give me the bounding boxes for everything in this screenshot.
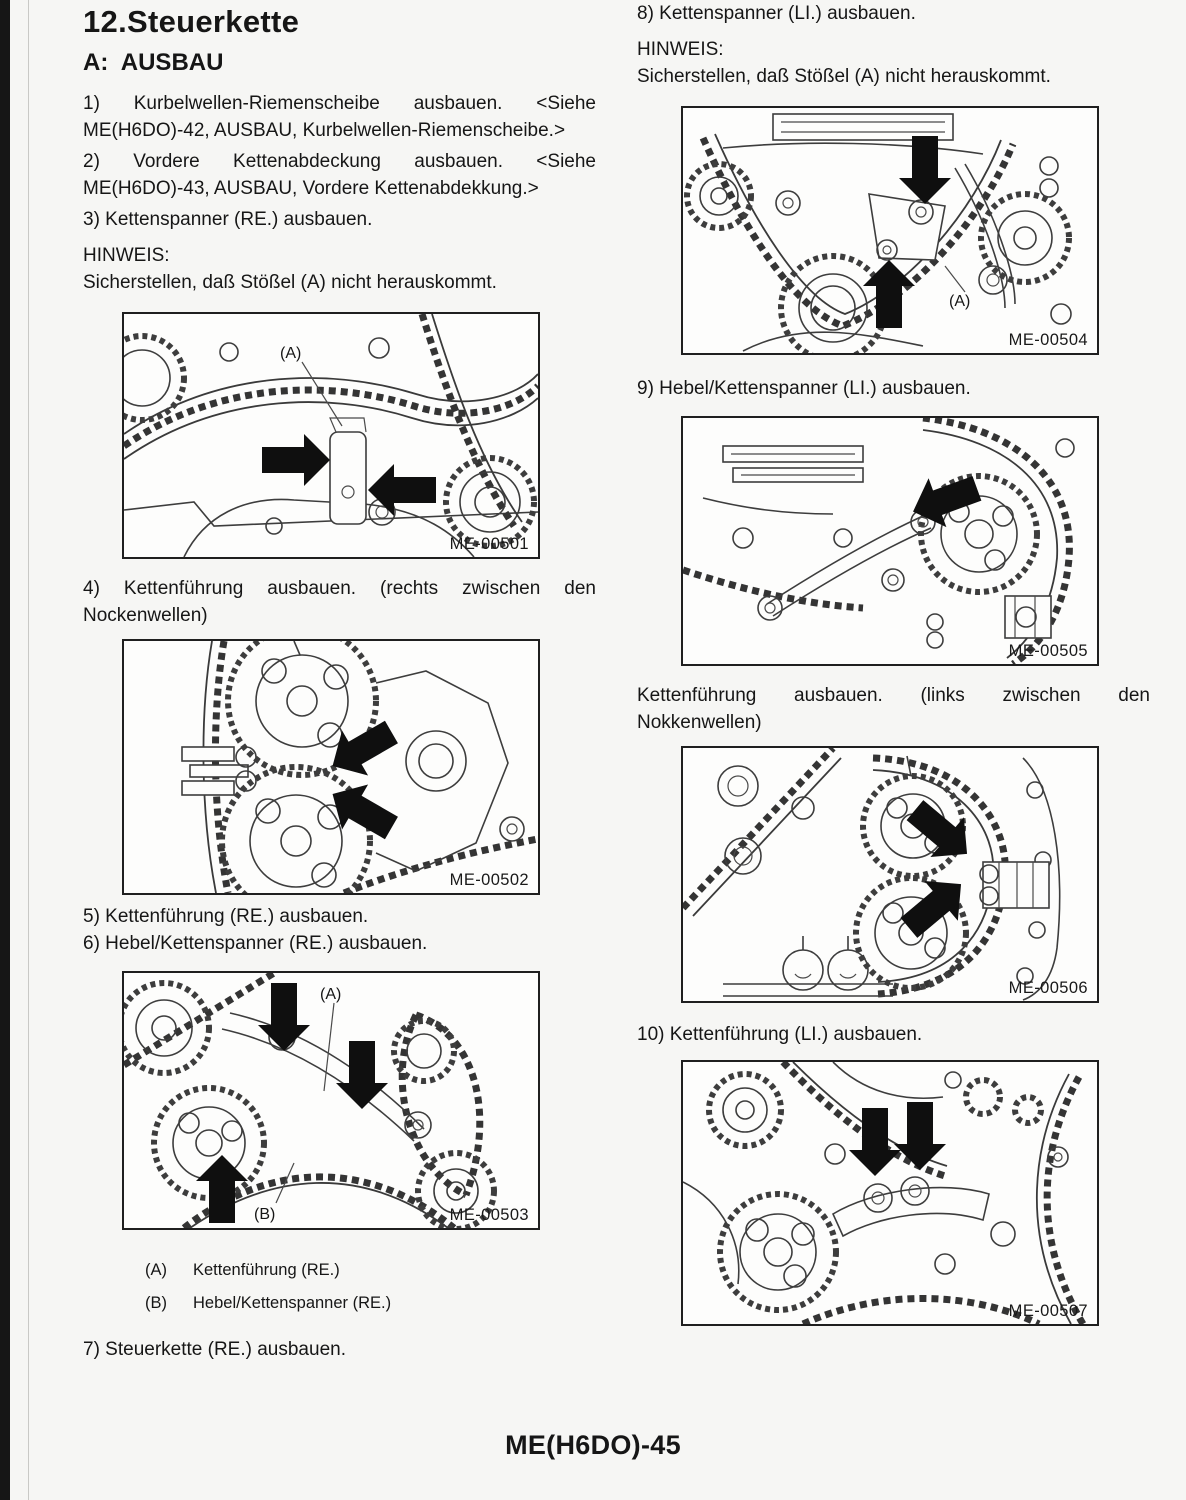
binding-edge [0,0,10,1500]
step-6: 6) Hebel/Kettenspanner (RE.) ausbauen. [83,933,428,954]
guide-rail-icon [758,510,935,620]
chain-guide-body [833,1177,989,1236]
right-column [637,0,1150,1326]
figure-id-label: ME-00507 [1008,1302,1088,1320]
engine-diagram-lever-tensioner-right [124,973,538,1228]
rocker-parts [723,936,893,996]
engine-diagram-guide-left [683,1062,1097,1324]
step-10: 10) Kettenführung (LI.) ausbauen. [637,1024,923,1045]
step-8: 8) Kettenspanner (LI.) ausbauen. [637,3,916,24]
legend-key: (A) [145,1261,167,1279]
engine-diagram-lever-tensioner-left [683,418,1097,664]
step-2: 2) Vordere Kettenabdeckung ausbauen. <Siehe ME(H6DO)-43, AUSBAU, Vordere Kettenabdekkung.> [83,151,596,199]
arrow-icon [320,771,405,850]
page-number-footer: ME(H6DO)-45 [505,1430,681,1460]
legend-item [145,1254,596,1287]
sprocket-icon [446,458,534,546]
figure-me-00503 [122,971,540,1230]
note-text-right: Sicherstellen, daß Stößel (A) nicht herauskommt. [637,66,1051,87]
arrow-icon [336,1041,388,1109]
timing-chain-icon [683,748,1005,994]
arrow-icon [863,260,915,328]
arrow-icon [904,464,986,536]
legend-label: Kettenführung (RE.) [193,1261,340,1279]
step-5: 5) Kettenführung (RE.) ausbauen. [83,906,369,927]
sprocket-icon [124,336,184,420]
callout-b-label: (B) [254,1206,276,1223]
left-column [83,0,596,1367]
legend-key: (B) [145,1294,167,1312]
sprocket-icon [709,1074,781,1146]
step-3: 3) Kettenspanner (RE.) ausbauen. [83,209,373,230]
engine-block-lines [376,671,524,871]
figure-me-00505 [681,416,1099,666]
figure-id-label: ME-00505 [1008,642,1088,660]
legend-item [145,1287,596,1320]
arrow-icon [898,790,984,874]
figure-legend [145,1254,596,1320]
step-7: 7) Steuerkette (RE.) ausbauen. [83,1339,346,1360]
note-label-right: HINWEIS: [637,39,724,60]
figure-id-label: ME-00501 [449,535,529,553]
note-text-left: Sicherstellen, daß Stößel (A) nicht herauskommt. [83,272,497,293]
figure-id-label: ME-00503 [449,1206,529,1224]
crank-sprocket-icon [781,256,885,353]
figure-me-00502 [122,639,540,895]
figure-me-00504 [681,106,1099,355]
figure-id-label: ME-00506 [1008,979,1088,997]
figure-id-label: ME-00504 [1008,331,1088,349]
chapter-title: 12.Steuerkette [83,4,300,39]
step-9: 9) Hebel/Kettenspanner (LI.) ausbauen. [637,378,971,399]
guide-rail-icon [222,1003,431,1203]
step-kettenfuehrung-links: Kettenführung ausbauen. (links zwischen den Nokkenwellen) [637,685,1150,733]
binding-edge-line [28,0,29,1500]
note-label-left: HINWEIS: [83,245,170,266]
callout-a-label: (A) [949,293,971,310]
engine-diagram-tensioner-left [683,108,1097,353]
figure-me-00507 [681,1060,1099,1326]
tensioner-body [869,194,945,260]
step-4: 4) Kettenführung ausbauen. (rechts zwischen den Nockenwellen) [83,578,596,626]
sprocket-icon [981,194,1069,282]
engine-diagram-chain-guide-left [683,748,1097,1001]
callout-a-label: (A) [280,345,302,362]
step-1: 1) Kurbelwellen-Riemenscheibe ausbauen. <Siehe ME(H6DO)-42, AUSBAU, Kurbelwellen-Riemenscheibe.> [83,93,596,141]
chain-guide-bracket [980,862,1049,908]
legend-label: Hebel/Kettenspanner (RE.) [193,1294,392,1312]
camshaft-sprocket-icon [222,767,370,893]
callout-a-label: (A) [320,986,342,1003]
tensioner-bracket [1005,596,1051,638]
arrow-icon [320,709,405,788]
figure-id-label: ME-00502 [449,871,529,889]
arrow-icon [894,1102,946,1170]
figure-me-00506 [681,746,1099,1003]
figure-me-00501 [122,312,540,559]
arrow-icon [368,464,436,516]
section-title: A: AUSBAU [83,49,224,76]
engine-diagram-chain-guide-right [124,641,538,893]
arrow-icon [258,983,310,1051]
arrow-icon [262,434,330,486]
engine-diagram-tensioner-right [124,314,538,557]
